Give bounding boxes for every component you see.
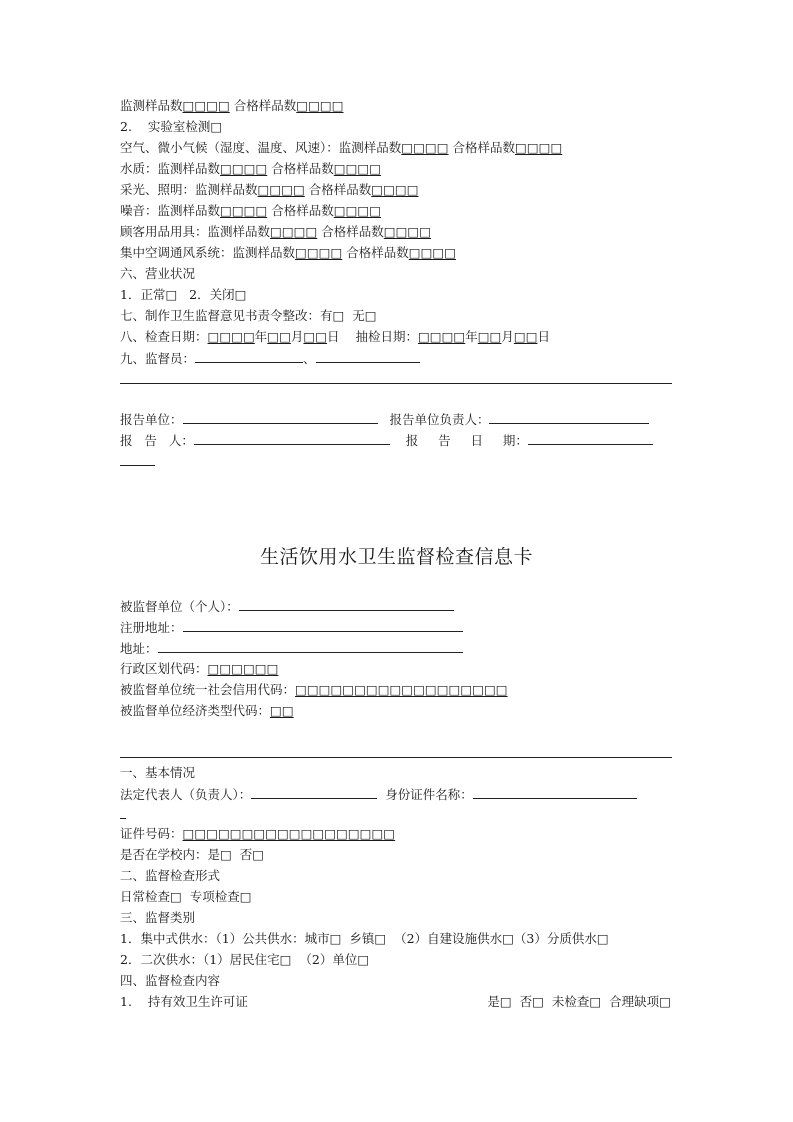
label: 被监督单位统一社会信用代码： xyxy=(120,682,296,697)
supervisors-line xyxy=(120,350,420,367)
qualified-count-boxes[interactable]: □□□□ xyxy=(371,182,419,197)
sampling-year-boxes[interactable]: □□□□ xyxy=(417,329,466,344)
report-unit-field[interactable] xyxy=(183,411,378,424)
unit-line xyxy=(120,598,454,615)
year-label: 年 xyxy=(465,329,478,344)
label: 合格样品数 xyxy=(321,224,384,239)
supervisor-1-field[interactable] xyxy=(195,350,303,363)
label: 合格样品数 xyxy=(308,182,372,197)
business-heading: 六、营业状况 xyxy=(120,266,196,281)
sample-count-boxes[interactable]: □□□□ xyxy=(220,203,268,218)
credit-code-line xyxy=(120,682,508,698)
address-line xyxy=(120,640,463,657)
dates-line xyxy=(120,329,550,345)
form-options[interactable]: 日常检查□ 专项检查□ xyxy=(120,889,252,904)
sample-count-boxes[interactable]: □□□□ xyxy=(295,245,343,260)
econ-type-boxes[interactable]: □□ xyxy=(270,703,294,718)
label: 法定代表人（负责人）： xyxy=(120,787,252,802)
field-continuation-line xyxy=(120,818,126,819)
label: 地址： xyxy=(120,641,158,656)
region-code-boxes[interactable]: □□□□□□ xyxy=(207,661,279,676)
reporter-line xyxy=(120,432,653,449)
hvac-sample-line xyxy=(120,245,456,261)
license-item: 1. 持有效卫生许可证 xyxy=(120,994,248,1009)
label: 噪音：监测样品数 xyxy=(120,203,221,218)
divider xyxy=(120,383,672,384)
secondary-supply-options[interactable]: 2．二次供水：（1）居民住宅□ （2）单位□ xyxy=(120,952,370,967)
label: 被监督单位（个人）： xyxy=(120,599,239,614)
region-code-line xyxy=(120,661,278,677)
page-title: 生活饮用水卫生监督检查信息卡 xyxy=(259,546,533,568)
label: 行政区划代码： xyxy=(120,661,208,676)
month-label: 月 xyxy=(501,329,514,344)
label: 合格样品数 xyxy=(271,203,334,218)
econ-type-line xyxy=(120,703,294,719)
sample-count-boxes[interactable]: □□□□ xyxy=(220,161,268,176)
credit-code-boxes[interactable]: □□□□□□□□□□□□□□□□□□ xyxy=(295,682,508,697)
lab-test-item[interactable]: 2. 实验室检测□ xyxy=(120,119,223,134)
label: 空气、微小气候（湿度、温度、风速）：监测样品数 xyxy=(120,140,402,155)
label: 八、检查日期： xyxy=(120,329,208,344)
legal-rep-field[interactable] xyxy=(251,786,377,799)
label: 注册地址： xyxy=(120,620,183,635)
reg-address-line xyxy=(120,619,463,636)
content-heading: 四、监督检查内容 xyxy=(120,973,221,988)
day-label: 日 xyxy=(537,329,551,344)
month-label: 月 xyxy=(290,329,304,344)
label: 合格样品数 xyxy=(233,98,297,113)
label: 报告单位： xyxy=(120,412,183,427)
qualified-count-boxes[interactable]: □□□□ xyxy=(408,245,457,260)
outdoor-sample-line xyxy=(120,98,344,114)
sample-count-boxes[interactable]: □□□□ xyxy=(270,224,318,239)
category-heading: 三、监督类别 xyxy=(120,910,196,925)
sampling-month-boxes[interactable]: □□ xyxy=(477,329,502,344)
air-sample-line xyxy=(120,140,562,156)
license-options[interactable]: 是□ 否□ 未检查□ 合理缺项□ xyxy=(487,994,671,1009)
label: 合格样品数 xyxy=(346,245,409,260)
label: 证件号码： xyxy=(120,826,183,841)
report-unit-head-field[interactable] xyxy=(489,411,649,424)
registered-address-field[interactable] xyxy=(183,619,463,632)
noise-sample-line xyxy=(120,203,381,219)
label: 报告单位负责人： xyxy=(389,412,490,427)
light-sample-line xyxy=(120,182,419,198)
form-heading: 二、监督检查形式 xyxy=(120,868,221,883)
label: 合格样品数 xyxy=(271,161,334,176)
basic-heading: 一、基本情况 xyxy=(120,765,196,780)
label: 合格样品数 xyxy=(452,140,516,155)
label: 九、监督员： xyxy=(120,351,196,366)
label: 身份证件名称： xyxy=(385,787,473,802)
label: 水质：监测样品数 xyxy=(120,161,221,176)
business-options[interactable]: 1．正常□ 2．关闭□ xyxy=(120,287,247,302)
label: 被监督单位经济类型代码： xyxy=(120,703,271,718)
sample-count-boxes[interactable]: □□□□ xyxy=(257,182,305,197)
supervisor-2-field[interactable] xyxy=(316,350,420,363)
sample-count-boxes[interactable]: □□□□ xyxy=(401,140,449,155)
rectification-options[interactable]: 七、制作卫生监督意见书责令整改：有□ 无□ xyxy=(120,308,377,323)
label: 抽检日期： xyxy=(355,329,418,344)
id-number-line xyxy=(120,826,395,842)
qualified-count-boxes[interactable]: □□□□ xyxy=(333,203,382,218)
year-label: 年 xyxy=(254,329,268,344)
label: 监测样品数 xyxy=(120,98,183,113)
id-name-field[interactable] xyxy=(473,786,637,799)
id-number-boxes[interactable]: □□□□□□□□□□□□□□□□□□ xyxy=(182,826,396,841)
qualified-count-boxes[interactable]: □□□□ xyxy=(383,224,432,239)
inspection-day-boxes[interactable]: □□ xyxy=(303,329,328,344)
divider xyxy=(120,757,672,758)
label: 采光、照明：监测样品数 xyxy=(120,182,258,197)
field-continuation-line xyxy=(120,465,155,466)
centralized-supply-options[interactable]: 1．集中式供水：（1）公共供水：城市□ 乡镇□ （2）自建设施供水□（3）分质供水□ xyxy=(120,931,609,946)
address-field[interactable] xyxy=(158,640,463,653)
in-school-options[interactable]: 是否在学校内：是□ 否□ xyxy=(120,847,265,862)
separator: 、 xyxy=(303,351,316,366)
water-sample-line xyxy=(120,161,381,177)
supervised-unit-field[interactable] xyxy=(239,598,454,611)
label: 顾客用品用具：监测样品数 xyxy=(120,224,271,239)
supplies-sample-line xyxy=(120,224,431,240)
label: 报 告 人： xyxy=(120,433,194,448)
report-date-field[interactable] xyxy=(528,432,653,445)
inspection-month-boxes[interactable]: □□ xyxy=(267,329,291,344)
day-label: 日 xyxy=(327,329,340,344)
inspection-year-boxes[interactable]: □□□□ xyxy=(207,329,255,344)
qualified-count-boxes[interactable]: □□□□ xyxy=(333,161,382,176)
label: 报 告 日 期： xyxy=(405,433,528,448)
label: 集中空调通风系统：监测样品数 xyxy=(120,245,296,260)
reporter-field[interactable] xyxy=(194,432,390,445)
qualified-count-boxes[interactable]: □□□□ xyxy=(515,140,563,155)
sample-count-boxes[interactable]: □□□□ xyxy=(182,98,230,113)
sampling-day-boxes[interactable]: □□ xyxy=(513,329,538,344)
report-unit-line xyxy=(120,411,649,428)
qualified-count-boxes[interactable]: □□□□ xyxy=(296,98,344,113)
legal-rep-line xyxy=(120,786,637,803)
